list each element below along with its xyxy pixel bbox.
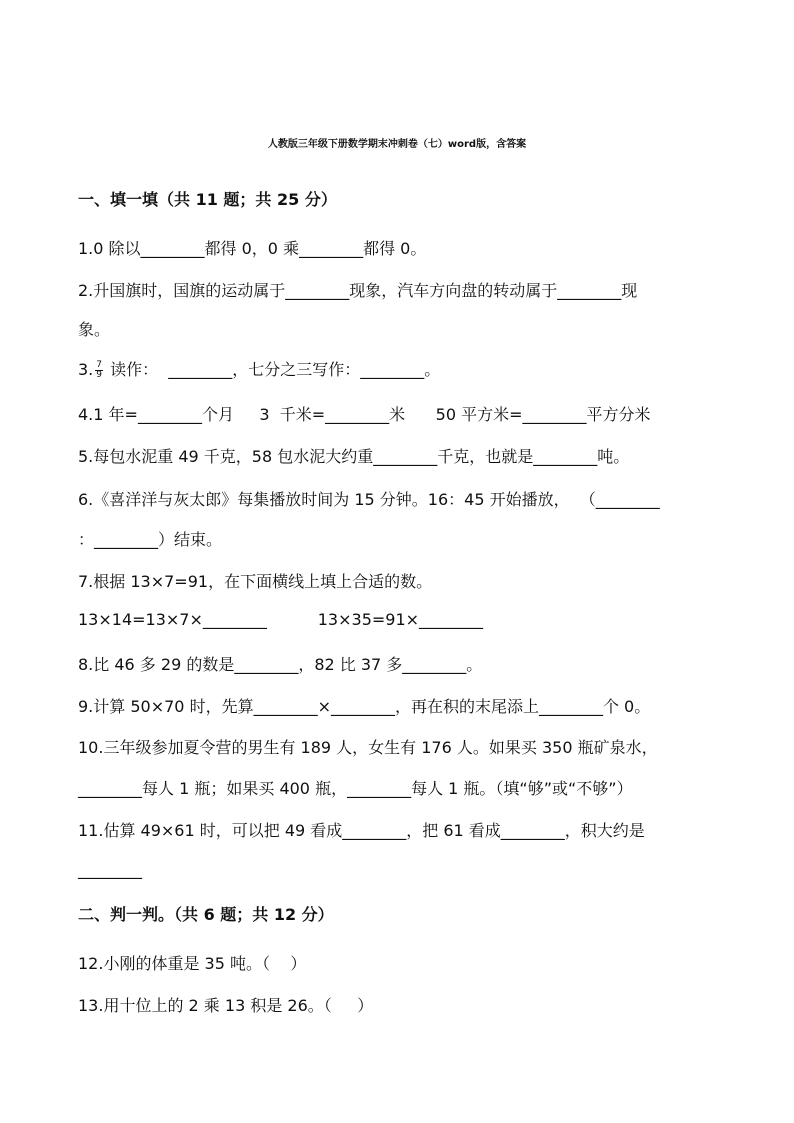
question-10: 10.三年级参加夏令营的男生有 189 人，女生有 176 人。如果买 350 瓶矿泉水， [78, 738, 658, 757]
question-11: 11.估算 49×61 时，可以把 49 看成________，把 61 看成________，积大约是 [78, 821, 645, 840]
question-3: 3. $\frac{7}{9}$ 读作： ________，七分之三写作：________。 [78, 360, 441, 380]
section-heading-fill-in: 一、填一填（共 11 题；共 25 分） [78, 190, 337, 209]
question-7: 7.根据 13×7=91，在下面横线上填上合适的数。 [78, 572, 433, 591]
question-4: 4.1 年=________个月 3 千米=________米 50 平方米=________平方分米 [78, 405, 651, 424]
section-heading-judge: 二、判一判。（共 6 题；共 12 分） [78, 905, 334, 924]
question-12: 12.小刚的体重是 35 吨。（ ） [78, 954, 307, 973]
question-10-continued: ________每人 1 瓶；如果买 400 瓶，________每人 1 瓶。（填“够”或“不够”） [78, 779, 633, 798]
question-2-continued: 象。 [78, 320, 111, 339]
question-5: 5.每包水泥重 49 千克，58 包水泥大约重________千克，也就是________吨。 [78, 447, 630, 466]
question-11-continued: ________ [78, 860, 142, 879]
question-9: 9.计算 50×70 时，先算________×________，再在积的末尾添上________个 0。 [78, 697, 651, 716]
question-7-expressions: 13×14=13×7×________ 13×35=91×________ [78, 610, 484, 629]
document-title: 人教版三年级下册数学期末冲刺卷（七）word版，含答案 [267, 139, 527, 150]
question-13: 13.用十位上的 2 乘 13 积是 26。（ ） [78, 996, 374, 1015]
question-8: 8.比 46 多 29 的数是________，82 比 37 多________。 [78, 655, 483, 674]
question-2: 2.升国旗时，国旗的运动属于________现象，汽车方向盘的转动属于________现 [78, 281, 638, 300]
question-6: 6.《喜洋洋与灰太郎》每集播放时间为 15 分钟。16：45 开始播放， （________ [78, 490, 660, 509]
fraction-seven-ninths: $\frac{7}{9}$ [96, 360, 102, 380]
question-1: 1.0 除以________都得 0，0 乘________都得 0。 [78, 239, 427, 258]
question-6-continued: ：________）结束。 [78, 530, 223, 549]
